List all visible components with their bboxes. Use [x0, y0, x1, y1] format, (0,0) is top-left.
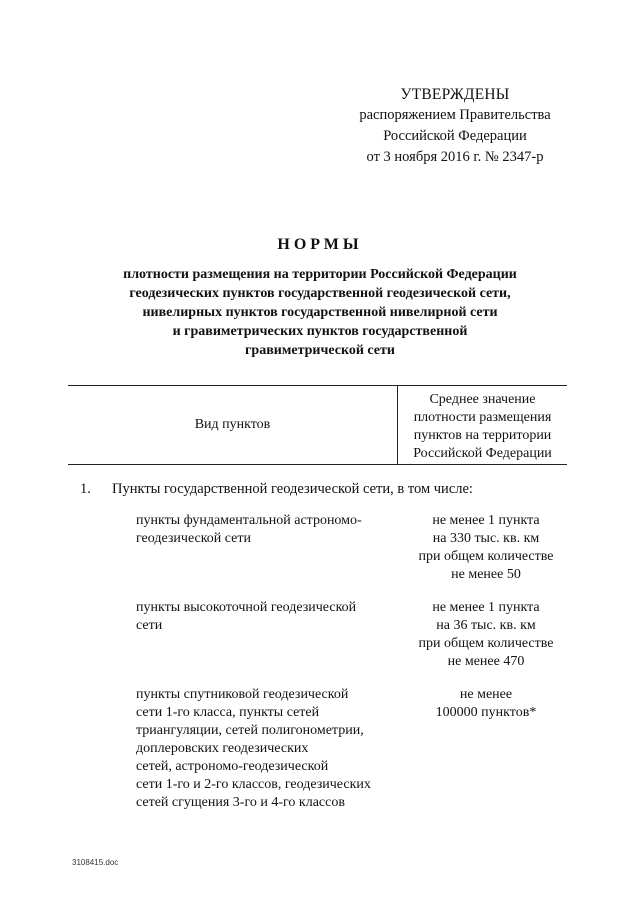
row-point-type: пункты фундаментальной астрономо- геодезической сети: [136, 513, 362, 546]
column-header-density-line: плотности размещения: [413, 410, 552, 425]
subheading-line: и гравиметрических пунктов государственной: [172, 324, 468, 339]
approval-line-3: от 3 ноября 2016 г. № 2347-р: [366, 149, 544, 165]
section-number: 1.: [80, 481, 91, 497]
subheading-line: плотности размещения на территории Российской Федерации: [123, 267, 517, 282]
row-density-value: не менее 1 пункта на 36 тыс. кв. км при общем количестве не менее 470: [418, 600, 554, 669]
file-name-footer: 3108415.doc: [72, 858, 119, 867]
subheading-line: гравиметрической сети: [245, 343, 395, 358]
subheading-line: геодезических пунктов государственной геодезической сети,: [129, 286, 511, 301]
row-point-type: пункты высокоточной геодезической сети: [136, 600, 357, 633]
row-density-value: не менее 1 пункта на 330 тыс. кв. км при общем количестве не менее 50: [418, 513, 554, 582]
column-header-density-line: пунктов на территории: [413, 428, 552, 443]
column-header-density-line: Среднее значение: [429, 392, 536, 407]
row-point-type: пункты спутниковой геодезической сети 1-го класса, пункты сетей триангуляции, сетей полигонометрии, доплеровских геодезических сетей, астрономо-геодезической сети 1-го и 2-го классов, геодезических сетей сгущения 3-го и 4-го классов: [136, 687, 371, 810]
approval-line-1: распоряжением Правительства: [359, 107, 551, 123]
approval-block: [340, 84, 570, 168]
document-subheading: [60, 265, 580, 360]
document-heading: НОРМЫ: [277, 236, 363, 253]
section-1-title: [80, 481, 580, 498]
column-header-density: [398, 391, 567, 463]
column-header-type: [68, 386, 397, 464]
subheading-line: нивелирных пунктов государственной нивелирной сети: [142, 305, 498, 320]
approval-title: УТВЕРЖДЕНЫ: [400, 86, 510, 103]
column-header-type-label: Вид пунктов: [194, 417, 271, 432]
table-header: [68, 385, 567, 465]
column-header-density-line: Российской Федерации: [413, 446, 552, 461]
section-title: Пункты государственной геодезической сети, в том числе:: [112, 481, 473, 497]
row-density-value: не менее 100000 пунктов*: [435, 687, 537, 720]
approval-line-2: Российской Федерации: [383, 128, 527, 144]
